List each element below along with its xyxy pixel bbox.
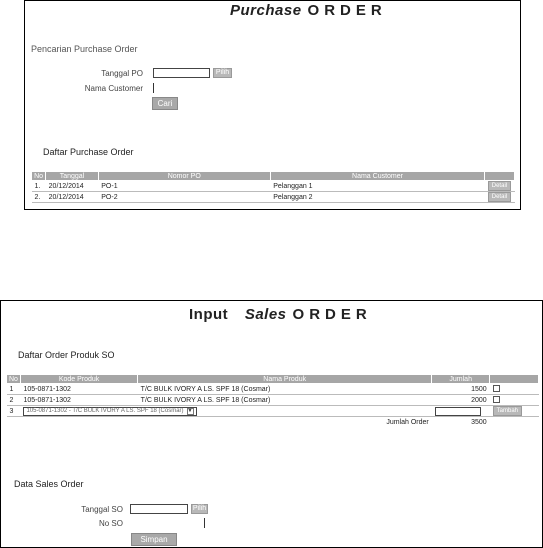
title-plain-part: Input xyxy=(189,306,229,323)
column-header: Kode Produk xyxy=(20,375,137,384)
produk-select[interactable] xyxy=(23,407,196,416)
jumlah-order-value: 3500 xyxy=(471,418,487,426)
row-no: 3 xyxy=(7,406,21,417)
title-rest-part: ORDER xyxy=(292,306,372,323)
produk-select-value: 105-0871-1302 - T/C BULK IVORY A LS. SPF 18 (Cosmar) xyxy=(26,407,184,414)
row-nomor-po: PO-2 xyxy=(98,192,270,203)
title-italic-part: Sales xyxy=(244,306,287,323)
row-no: 2 xyxy=(7,395,21,406)
input-sales-order-title xyxy=(189,306,372,323)
row-checkbox[interactable] xyxy=(493,396,500,403)
jumlah-input[interactable] xyxy=(435,407,481,416)
title-italic-part: Purchase xyxy=(230,2,302,19)
tanggal-so-input[interactable] xyxy=(130,504,188,514)
column-header: No xyxy=(7,375,21,384)
title-rest-part: ORDER xyxy=(307,2,387,19)
pilih-tanggal-po-button[interactable]: Pilih xyxy=(213,68,232,78)
jumlah-order-label: Jumlah Order xyxy=(386,418,429,426)
tanggal-so-label: Tanggal SO xyxy=(81,505,123,514)
row-nomor-po: PO-1 xyxy=(98,181,270,192)
row-customer: Pelanggan 1 xyxy=(270,181,485,192)
daftar-order-produk-title: Daftar Order Produk SO xyxy=(18,350,115,360)
purchase-order-title xyxy=(230,2,387,19)
column-header: No xyxy=(32,172,46,181)
search-section-title: Pencarian Purchase Order xyxy=(31,44,138,54)
column-header: Nomor PO xyxy=(98,172,270,181)
chevron-down-icon: ▼ xyxy=(187,407,193,414)
detail-button[interactable]: Detail xyxy=(488,181,511,191)
no-so-input[interactable] xyxy=(204,518,214,528)
tanggal-po-input[interactable] xyxy=(153,68,210,78)
nama-customer-label: Nama Customer xyxy=(84,84,143,93)
data-sales-order-title: Data Sales Order xyxy=(14,479,84,489)
no-so-label: No SO xyxy=(98,519,123,528)
table-row-new xyxy=(7,406,539,417)
tambah-button[interactable]: Tambah xyxy=(493,406,522,416)
row-no: 1 xyxy=(7,384,21,395)
order-produk-table xyxy=(6,374,539,428)
column-header: Nama Produk xyxy=(138,375,432,384)
row-tanggal: 20/12/2014 xyxy=(46,181,99,192)
column-header xyxy=(490,375,539,384)
row-jumlah: 2000 xyxy=(432,395,490,406)
table-row xyxy=(32,181,515,192)
detail-button[interactable]: Detail xyxy=(488,192,511,202)
purchase-order-panel xyxy=(24,0,521,210)
row-kode-produk: 105-0871-1302 xyxy=(20,395,137,406)
row-kode-produk: 105-0871-1302 xyxy=(20,384,137,395)
sales-order-panel xyxy=(0,300,543,548)
table-row xyxy=(7,384,539,395)
column-header xyxy=(485,172,515,181)
column-header: Tanggal xyxy=(46,172,99,181)
purchase-order-table xyxy=(31,171,515,203)
table-row xyxy=(32,192,515,203)
tanggal-po-label: Tanggal PO xyxy=(101,69,143,78)
pilih-tanggal-so-button[interactable]: Pilih xyxy=(192,505,207,512)
column-header: Jumlah xyxy=(432,375,490,384)
row-customer: Pelanggan 2 xyxy=(270,192,485,203)
simpan-button[interactable]: Simpan xyxy=(131,533,177,546)
jumlah-order-row xyxy=(7,417,539,428)
row-nama-produk: T/C BULK IVORY A LS. SPF 18 (Cosmar) xyxy=(138,395,432,406)
row-checkbox[interactable] xyxy=(493,385,500,392)
row-no: 2. xyxy=(32,192,46,203)
column-header: Nama Customer xyxy=(270,172,485,181)
nama-customer-input[interactable] xyxy=(153,83,173,93)
table-row xyxy=(7,395,539,406)
cari-button[interactable]: Cari xyxy=(152,97,178,110)
row-tanggal: 20/12/2014 xyxy=(46,192,99,203)
daftar-po-title: Daftar Purchase Order xyxy=(43,147,134,157)
row-jumlah: 1500 xyxy=(432,384,490,395)
row-nama-produk: T/C BULK IVORY A LS. SPF 18 (Cosmar) xyxy=(138,384,432,395)
row-no: 1. xyxy=(32,181,46,192)
